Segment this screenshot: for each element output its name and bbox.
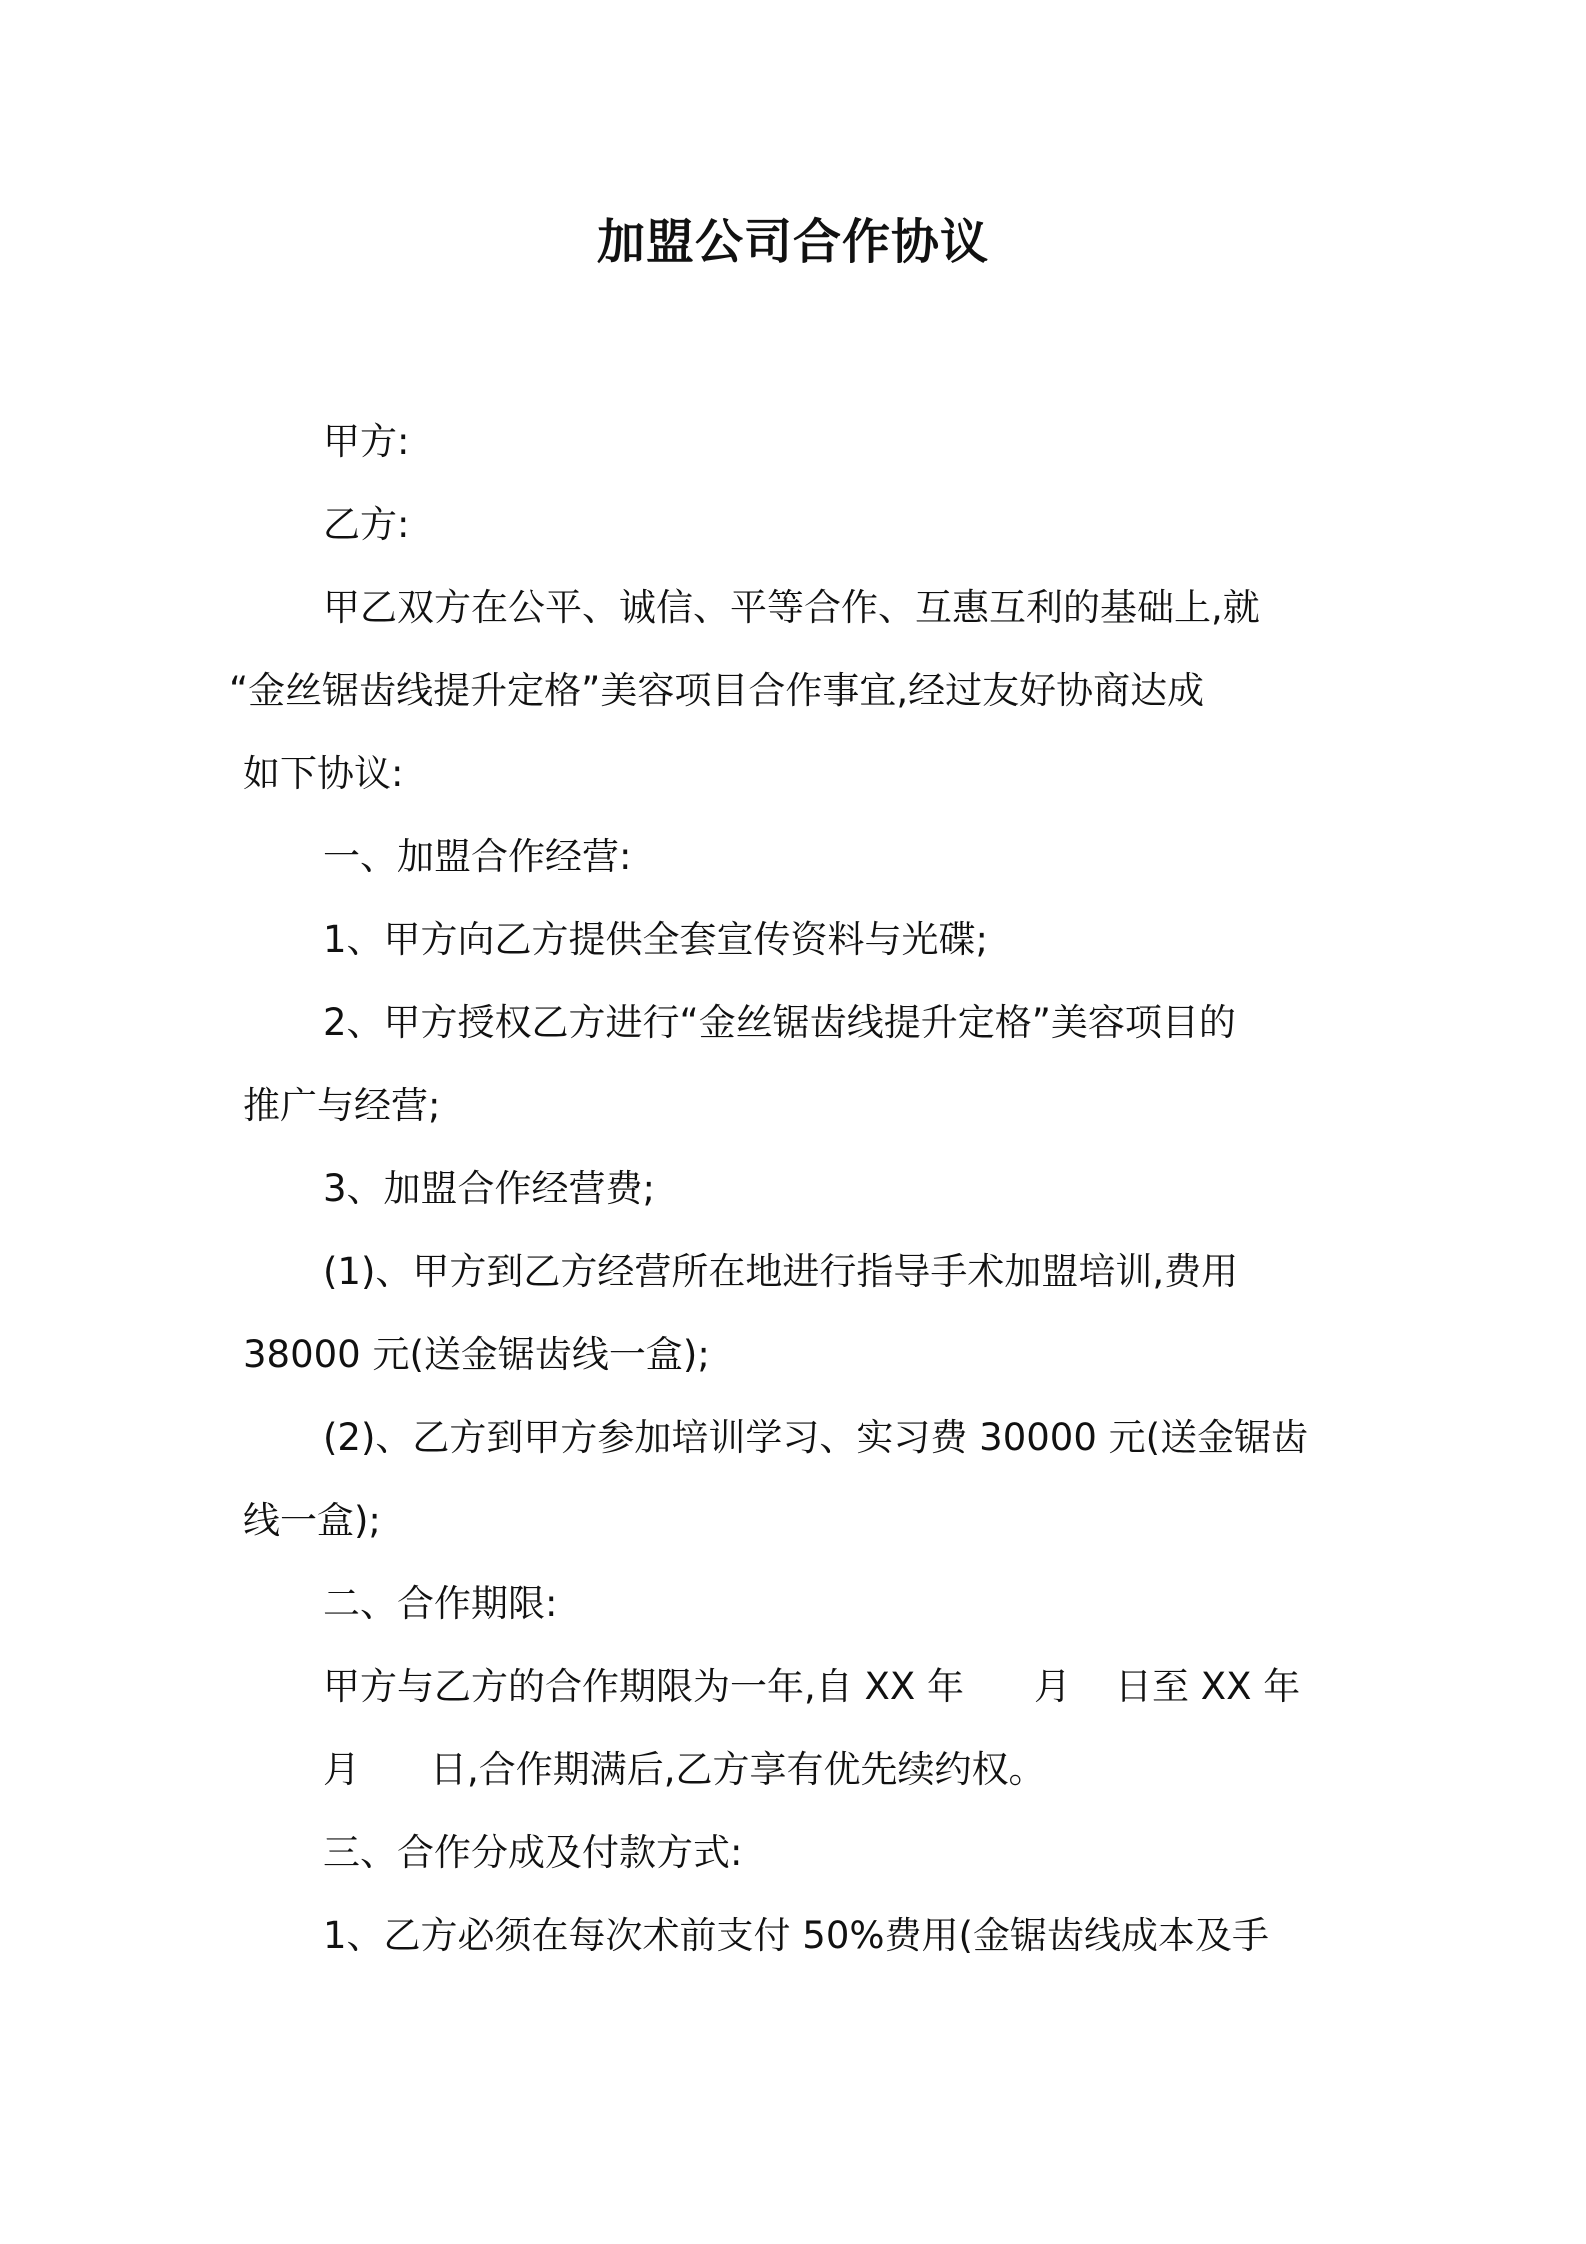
section2-line-1-part-a: 甲方与乙方的合作期限为一年,自 XX 年 — [323, 1665, 964, 1708]
section2-line-2-part-a: 月 — [323, 1748, 360, 1791]
section1-item-3: 3、加盟合作经营费; — [323, 1167, 656, 1210]
section2-heading: 二、合作期限: — [323, 1582, 558, 1625]
section1-item-2-line-2: 推广与经营; — [243, 1084, 441, 1127]
section2-line-2 — [243, 1728, 1353, 1811]
document-body — [229, 400, 1353, 1977]
section1-sub-2-line-1: (2)、乙方到甲方参加培训学习、实习费 30000 元(送金锯齿 — [323, 1416, 1309, 1459]
section2-line-1-part-c: 日至 XX 年 — [1114, 1665, 1301, 1708]
section3-item-1: 1、乙方必须在每次术前支付 50%费用(金锯齿线成本及手 — [323, 1914, 1269, 1957]
section2-line-2-part-b: 日,合作期满后,乙方享有优先续约权。 — [430, 1748, 1046, 1791]
intro-line-2: “金丝锯齿线提升定格”美容项目合作事宜,经过友好协商达成 — [229, 669, 1205, 712]
section2-line-1-part-b: 月 — [1033, 1665, 1071, 1708]
party-b-label: 乙方: — [323, 503, 410, 546]
section1-sub-1-line-1: (1)、甲方到乙方经营所在地进行指导手术加盟培训,费用 — [323, 1250, 1239, 1293]
section1-sub-1-line-2: 38000 元(送金锯齿线一盒); — [243, 1333, 710, 1376]
section1-item-1: 1、甲方向乙方提供全套宣传资料与光碟; — [323, 918, 989, 961]
intro-line-3: 如下协议: — [243, 752, 404, 795]
section3-heading: 三、合作分成及付款方式: — [323, 1831, 743, 1874]
party-a-label: 甲方: — [323, 420, 410, 463]
section1-heading: 一、加盟合作经营: — [323, 835, 632, 878]
document-title: 加盟公司合作协议 — [596, 214, 989, 270]
section1-sub-2-line-2: 线一盒); — [243, 1499, 381, 1542]
section2-line-1 — [243, 1645, 1353, 1728]
section1-item-2-line-1: 2、甲方授权乙方进行“金丝锯齿线提升定格”美容项目的 — [323, 1001, 1236, 1044]
intro-line-1: 甲乙双方在公平、诚信、平等合作、互惠互利的基础上,就 — [323, 586, 1260, 629]
